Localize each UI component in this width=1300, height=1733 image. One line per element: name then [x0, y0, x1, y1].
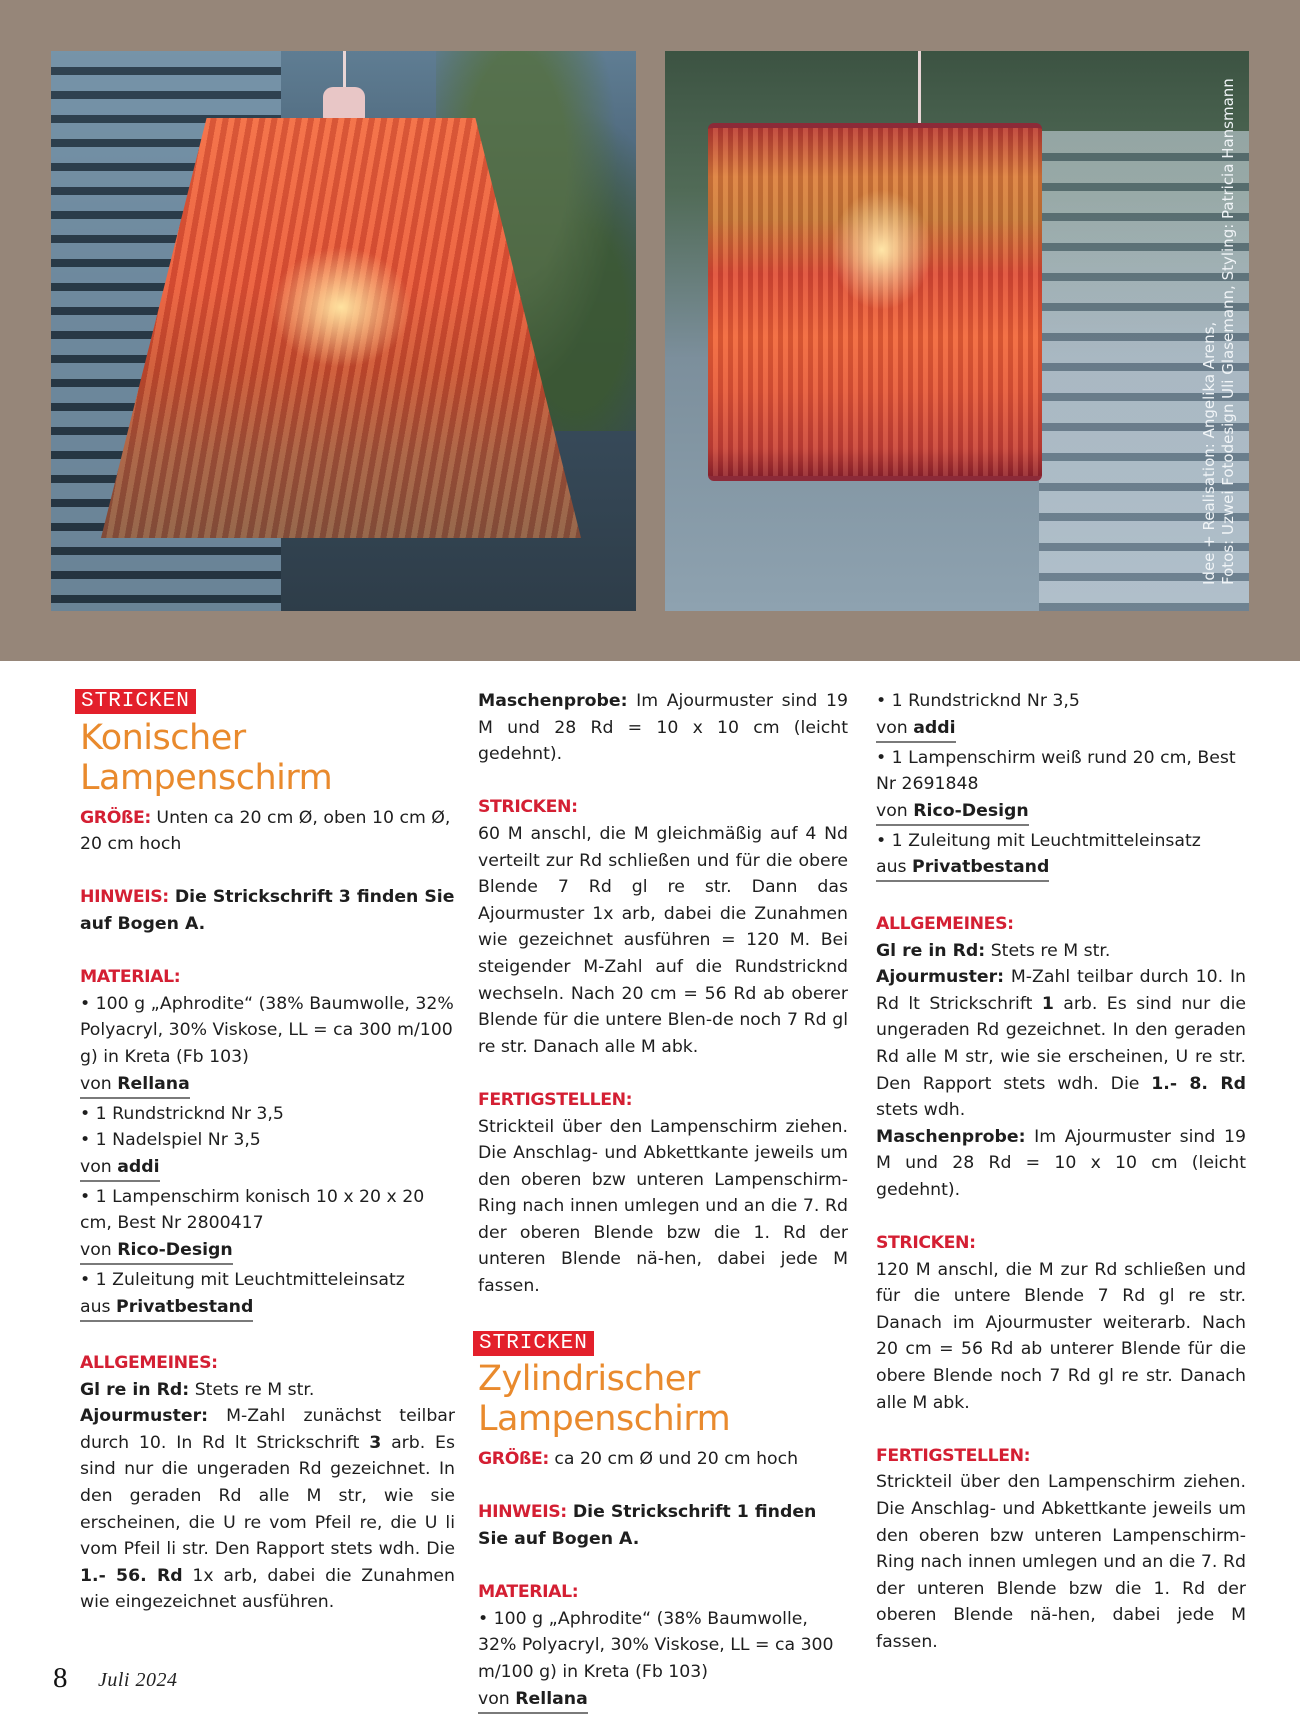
category-tag: STRICKEN [473, 1331, 594, 1356]
material-group [876, 828, 1246, 885]
material-group [478, 1606, 848, 1716]
brand-name: addi [117, 1156, 160, 1177]
material-item: • 1 Zuleitung mit Leuchtmitteleinsatz [876, 830, 1201, 851]
material-item: • 100 g „Aphrodite“ (38% Baumwolle, 32% Polyacryl, 30% Viskose, LL = ca 300 m/100 g) in Kreta (Fb 103) [478, 1608, 834, 1682]
cylindrical-shade [708, 123, 1042, 481]
material-item: • 1 Zuleitung mit Leuchtmitteleinsatz [80, 1269, 405, 1290]
brand-link[interactable] [876, 715, 956, 743]
brand-link[interactable] [80, 1154, 160, 1182]
article-title [478, 1359, 848, 1439]
photo-credit [1200, 78, 1238, 585]
term: Ajourmuster: [80, 1406, 209, 1427]
issue-date: Juli 2024 [98, 1669, 178, 1691]
material-group [80, 1267, 455, 1324]
brand-link[interactable] [80, 1294, 253, 1322]
brand-link[interactable] [478, 1686, 588, 1714]
category-tag: STRICKEN [75, 689, 196, 714]
finishing-text: Strickteil über den Lampenschirm ziehen. Die Anschlag- und Abkettkante jeweils um den oberen bzw unteren Lampenschirm-Ring nach innen umlegen und an die 7. Rd der oberen Blende bzw die 1. Rd der unteren Blende nä-hen, dabei jede M fassen. [478, 1116, 848, 1297]
brand-prefix: aus [80, 1296, 117, 1317]
brand-prefix: von [80, 1156, 118, 1177]
article-conical-column [80, 688, 455, 1616]
photo-conical-lampshade [51, 51, 636, 611]
page-number: 8 [53, 1662, 68, 1694]
material-label: MATERIAL: [478, 1582, 579, 1603]
material-list [80, 991, 455, 1324]
knitting-text: 120 M anschl, die M zur Rd schließen und für die untere Blende 7 Rd gl re str. Danach im Ajourmuster weiterarb. Nach 20 cm = 56 Rd ab unterer Blende für die obere Blende noch 7 Rd gl re str. Danach alle M abk. [876, 1259, 1246, 1413]
material-item: • 1 Lampenschirm konisch 10 x 20 x 20 cm, Best Nr 2800417 [80, 1186, 425, 1234]
finishing-text: Strickteil über den Lampenschirm ziehen. Die Anschlag- und Abkettkante jeweils um den oberen bzw unteren Lampenschirm-Ring nach innen umlegen und an die 7. Rd der unteren Blende bzw die 1. Rd der oberen Blende nä-hen, dabei jede M fassen. [876, 1472, 1246, 1652]
knitting-label: STRICKEN: [876, 1233, 976, 1254]
chart-number: 3 [369, 1432, 382, 1453]
size-section [80, 805, 455, 858]
credit-line-idea: Idee + Realisation: Angelika Arens, [1200, 321, 1218, 585]
title-line: Lampenschirm [80, 757, 333, 798]
term-text: arb. Es sind nur die ungeraden Rd gezeichnet. In den geraden Rd alle M str, wie sie erscheinen, U re str. Den Rapport stets wdh. Die [876, 993, 1247, 1094]
term: Gl re in Rd: [876, 940, 986, 961]
knitting-label: STRICKEN: [478, 797, 578, 818]
round-range: 1.- 56. Rd [80, 1565, 183, 1586]
article-cylindrical-continued-column [876, 688, 1246, 1656]
gauge-note [876, 1124, 1246, 1204]
brand-name: addi [913, 717, 956, 738]
term: Maschenprobe: [478, 691, 628, 711]
hint-text: Die Strickschrift 3 finden Sie auf Bogen A. [80, 887, 455, 934]
photo-cylindrical-lampshade [665, 51, 1249, 611]
size-text: ca 20 cm Ø und 20 cm hoch [548, 1449, 799, 1470]
title-line: Zylindrischer [478, 1359, 700, 1400]
brand-prefix: von [80, 1239, 118, 1260]
term: Maschenprobe: [876, 1126, 1026, 1147]
term: Gl re in Rd: [80, 1379, 190, 1400]
lamp-cord [918, 51, 921, 131]
material-label: MATERIAL: [80, 967, 181, 988]
term-text: Im Ajourmuster sind 19 M und 28 Rd = 10 x 10 cm (leicht gedehnt). [478, 691, 848, 765]
material-group [80, 991, 455, 1101]
hint-text: Die Strickschrift 1 finden Sie auf Bogen A. [478, 1502, 817, 1550]
finishing-label: FERTIGSTELLEN: [478, 1089, 633, 1110]
material-group [876, 745, 1246, 828]
brand-link[interactable] [876, 798, 1029, 826]
hint-section [80, 884, 455, 937]
brand-link[interactable] [80, 1237, 233, 1265]
brand-name: Rellana [515, 1688, 588, 1709]
material-item: • 1 Rundstricknd Nr 3,5 [876, 691, 1080, 711]
stockinette-note [80, 1377, 455, 1404]
material-group [80, 1101, 455, 1184]
brand-name: Privatbestand [912, 857, 1050, 878]
photo-band [0, 0, 1300, 661]
round-range: 1.- 8. Rd [1151, 1073, 1247, 1094]
general-label: ALLGEMEINES: [80, 1353, 218, 1374]
brand-name: Rico-Design [913, 800, 1029, 821]
term-text: arb. Es sind nur die ungeraden Rd gezeichnet. In den geraden Rd alle M str, wie sie erscheinen, die U re vom Pfeil re, die U li vom Pfeil li str. Den Rapport stets wdh. Die [80, 1432, 455, 1560]
brand-prefix: von [478, 1688, 516, 1709]
brand-prefix: von [80, 1073, 118, 1094]
article-title [80, 718, 455, 798]
size-section [478, 1446, 848, 1473]
term-text: 1x arb, dabei die Zunahmen wie eingezeichnet ausführen. [80, 1565, 455, 1613]
term-text: Im Ajourmuster sind 19 M und 28 Rd = 10 x 10 cm (leicht gedehnt). [876, 1126, 1246, 1200]
size-label: GRÖßE: [478, 1449, 549, 1470]
gauge-note [478, 688, 848, 768]
article-conical-continued-column [478, 688, 848, 1716]
term-text: stets wdh. [876, 1100, 966, 1121]
term-text: Stets re M str. [189, 1379, 315, 1400]
lace-pattern-note [80, 1403, 455, 1616]
hint-label: HINWEIS: [80, 887, 169, 908]
material-item: • 1 Rundstricknd Nr 3,5 [80, 1103, 284, 1124]
brand-prefix: von [876, 717, 914, 738]
title-line: Lampenschirm [478, 1399, 731, 1440]
general-label: ALLGEMEINES: [876, 913, 1014, 934]
hint-label: HINWEIS: [478, 1502, 567, 1523]
term-text: Stets re M str. [985, 940, 1111, 961]
chart-number: 1 [1041, 993, 1054, 1014]
brand-name: Privatbestand [116, 1296, 254, 1317]
material-item: • 1 Lampenschirm weiß rund 20 cm, Best Nr 2691848 [876, 747, 1236, 795]
finishing-label: FERTIGSTELLEN: [876, 1445, 1031, 1466]
brand-prefix: von [876, 800, 914, 821]
brand-prefix: aus [876, 857, 913, 878]
brand-name: Rellana [117, 1073, 190, 1094]
title-line: Konischer [80, 717, 246, 758]
lamp-cord [343, 51, 346, 91]
brand-link[interactable] [80, 1071, 190, 1099]
lamp-socket [323, 87, 365, 119]
material-item: • 100 g „Aphrodite“ (38% Baumwolle, 32% Polyacryl, 30% Viskose, LL = ca 300 m/100 g) in Kreta (Fb 103) [80, 993, 454, 1067]
size-label: GRÖßE: [80, 807, 151, 828]
term-text: M-Zahl teilbar durch 10. In Rd lt Strickschrift [876, 967, 1246, 1014]
material-group [80, 1184, 455, 1267]
hint-section [478, 1499, 848, 1552]
brand-link[interactable] [876, 854, 1049, 882]
material-group [876, 688, 1246, 745]
material-item: • 1 Nadelspiel Nr 3,5 [80, 1130, 261, 1151]
stockinette-note [876, 938, 1246, 965]
credit-line-photos: Fotos: Uzwei Fotodesign Uli Glasemann, Styling: Patricia Hansmann [1219, 78, 1237, 585]
term: Ajourmuster: [876, 967, 1005, 988]
size-text: Unten ca 20 cm Ø, oben 10 cm Ø, 20 cm hoch [80, 807, 451, 855]
brand-name: Rico-Design [117, 1239, 233, 1260]
term-text: M-Zahl zunächst teilbar durch 10. In Rd lt Strickschrift [80, 1406, 455, 1453]
lace-pattern-note [876, 964, 1246, 1124]
knitting-text: 60 M anschl, die M gleichmäßig auf 4 Nd verteilt zur Rd schließen und für die obere Blende 7 Rd gl re str. Dann das Ajourmuster 1x arb, dabei die Zunahmen wie gezeichnet ausführen = 120 M. Bei steigender M-Zahl auf die Rundstricknd wechseln. Nach 20 cm = 56 Rd ab oberer Blende für die untere Blen-de noch 7 Rd gl re str. Danach alle M abk. [478, 823, 848, 1057]
